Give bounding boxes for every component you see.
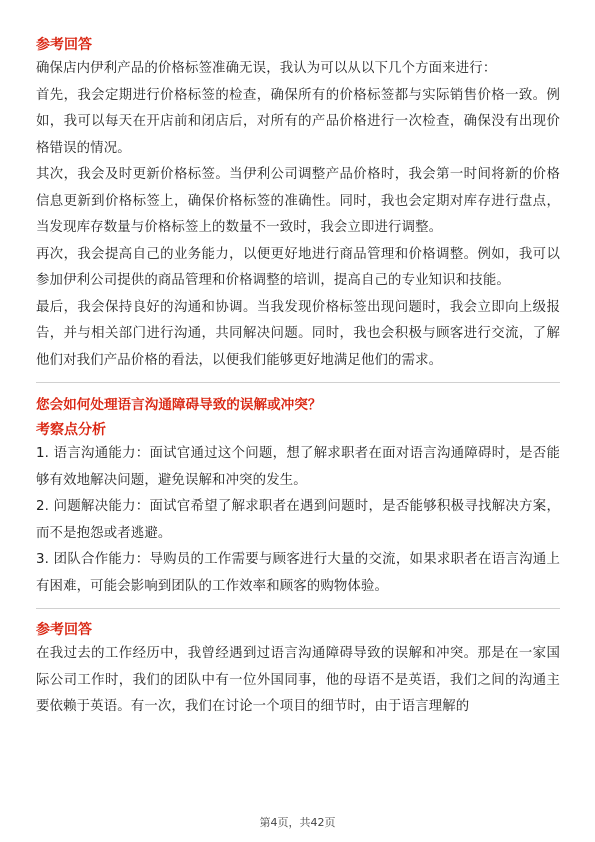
page-number: 第4页，共42页 <box>259 816 336 829</box>
reference-answer-heading: 参考回答 <box>36 622 92 638</box>
page-content <box>36 34 560 721</box>
answer-paragraph: 首先，我会定期进行价格标签的检查，确保所有的价格标签都与实际销售价格一致。例如，我可以每天在开店前和闭店后，对所有的产品价格进行一次检查，确保没有出现价格错误的情况。 <box>36 87 560 156</box>
analysis-item: 2. 问题解决能力：面试官希望了解求职者在遇到问题时，是否能够积极寻找解决方案，而不是抱怨或者逃避。 <box>36 499 560 541</box>
answer-paragraph: 再次，我会提高自己的业务能力，以便更好地进行商品管理和价格调整。例如，我可以参加伊利公司提供的商品管理和价格调整的培训，提高自己的专业知识和技能。 <box>36 246 560 288</box>
analysis-item: 3. 团队合作能力：导购员的工作需要与顾客进行大量的交流，如果求职者在语言沟通上有困难，可能会影响到团队的工作效率和顾客的购物体验。 <box>36 552 560 594</box>
answer-paragraph: 最后，我会保持良好的沟通和协调。当我发现价格标签出现问题时，我会立即向上级报告，并与相关部门进行沟通，共同解决问题。同时，我也会积极与顾客进行交流，了解他们对我们产品价格的看法，以便我们能够更好地满足他们的需求。 <box>36 299 560 368</box>
answer-paragraph: 在我过去的工作经历中，我曾经遇到过语言沟通障碍导致的误解和冲突。那是在一家国际公司工作时，我们的团队中有一位外国同事，他的母语不是英语，我们之间的沟通主要依赖于英语。有一次，我们在讨论一个项目的细节时，由于语言理解的 <box>36 646 560 714</box>
section-divider <box>36 382 560 383</box>
answer-paragraph: 其次，我会及时更新价格标签。当伊利公司调整产品价格时，我会第一时间将新的价格信息更新到价格标签上，确保价格标签的准确性。同时，我也会定期对库存进行盘点，当发现库存数量与价格标签上的数量不一致时，我会立即进行调整。 <box>36 167 560 235</box>
answer-paragraph: 确保店内伊利产品的价格标签准确无误，我认为可以从以下几个方面来进行： <box>36 61 497 76</box>
section-divider <box>36 608 560 609</box>
question-title: 您会如何处理语言沟通障碍导致的误解或冲突？ <box>36 397 322 413</box>
reference-answer-heading: 参考回答 <box>36 37 92 53</box>
analysis-heading: 考察点分析 <box>36 422 106 438</box>
analysis-item: 1. 语言沟通能力：面试官通过这个问题，想了解求职者在面对语言沟通障碍时，是否能够有效地解决问题，避免误解和冲突的发生。 <box>36 446 560 488</box>
